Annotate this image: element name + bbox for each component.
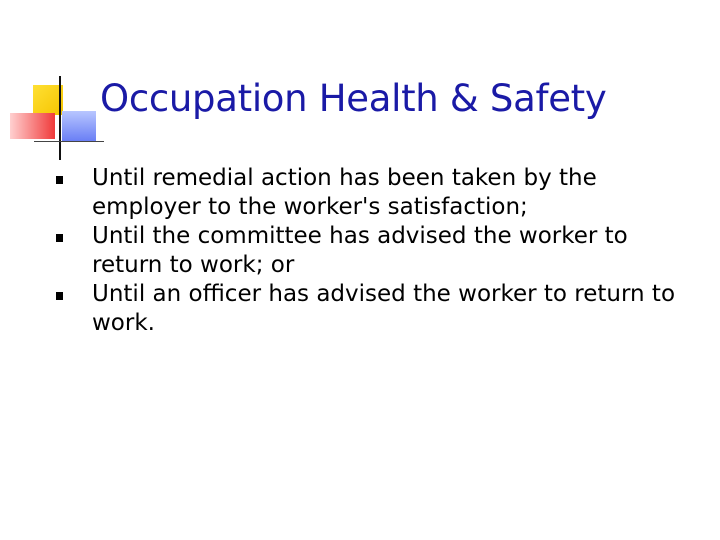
blue-square-decoration (62, 111, 96, 141)
bullet-item (56, 280, 696, 338)
bullet-item (56, 164, 696, 222)
red-square-decoration (10, 113, 55, 139)
bullet-text: Until the committee has advised the worker to return to work; or (92, 223, 628, 278)
square-bullet-icon (56, 176, 63, 184)
square-bullet-icon (56, 234, 63, 242)
vertical-rule-decoration (59, 76, 61, 160)
bullet-item (56, 222, 696, 280)
slide-title: Occupation Health & Safety (100, 77, 607, 120)
horizontal-rule-decoration (34, 141, 104, 142)
bullet-text: Until an officer has advised the worker to return to work. (92, 281, 676, 336)
bullet-text: Until remedial action has been taken by the employer to the worker's satisfaction; (92, 165, 597, 220)
bullet-list (56, 164, 696, 338)
square-bullet-icon (56, 292, 63, 300)
